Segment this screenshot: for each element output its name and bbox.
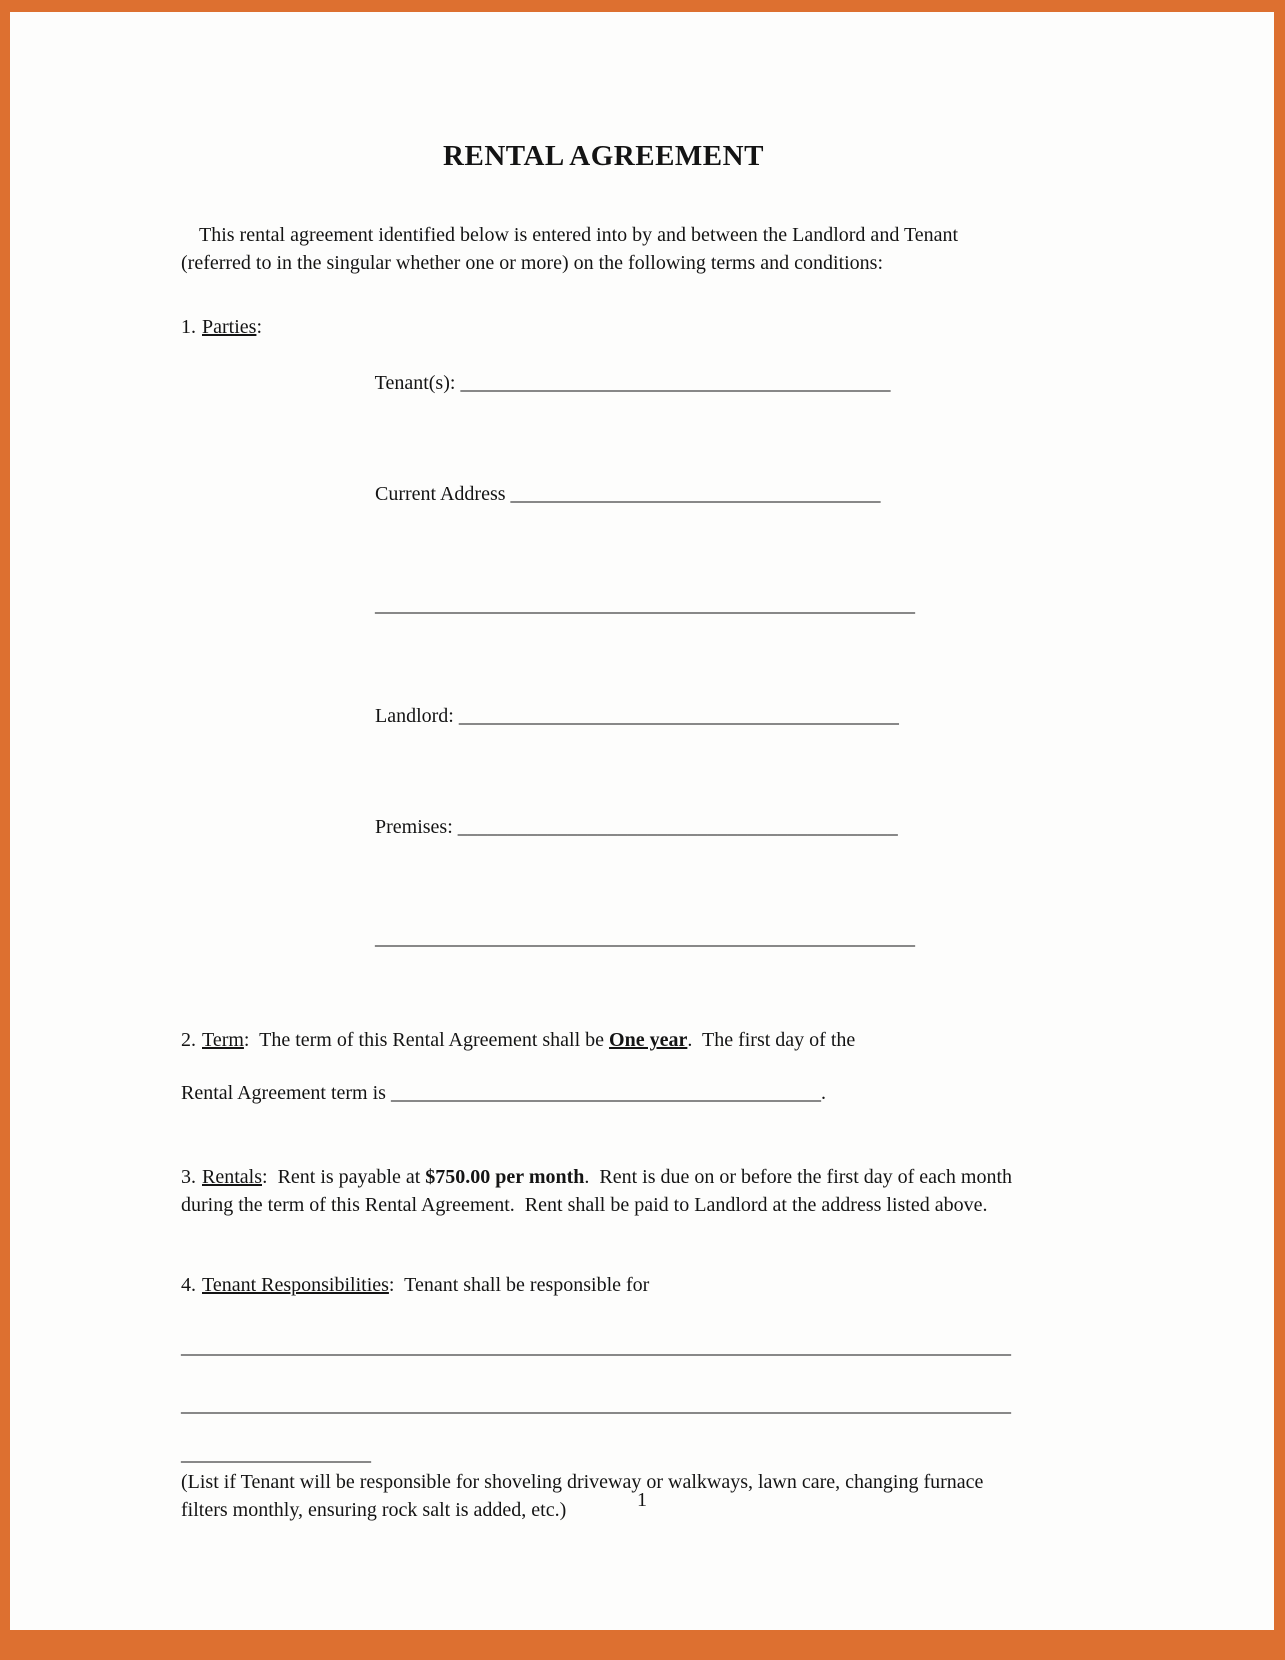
page-number: 1 [637, 1489, 647, 1511]
section-4-label: Tenant Responsibilities [202, 1274, 389, 1296]
field-label-landlord: Landlord: [375, 705, 459, 727]
section-2-line-2 [181, 1079, 1026, 1107]
section-3-paragraph [181, 1163, 1026, 1219]
blank-line-responsibilities-1: ___________________________________________________________________________________ [181, 1336, 1011, 1358]
field-label-premises: Premises: [375, 816, 458, 838]
field-row-current-address [181, 452, 1026, 536]
field-label-tenants: Tenant(s): [374, 372, 461, 394]
section-1-colon: : [256, 316, 262, 338]
rent-amount-value: $750.00 per month [425, 1166, 585, 1188]
section-3-number: 3. [181, 1166, 196, 1188]
section-tenant-responsibilities [181, 1271, 1026, 1524]
blank-line-responsibilities-3: ___________________ [181, 1443, 371, 1465]
section-4-number: 4. [181, 1274, 196, 1296]
blank-line-premises: ____________________________________________ [457, 816, 898, 838]
blank-line-address-continuation: ______________________________________________________ [375, 594, 915, 616]
field-row-premises-continuation [181, 896, 1026, 980]
section-4-colon: : [388, 1274, 395, 1296]
responsibilities-note: (List if Tenant will be responsible for shoveling driveway or walkways, lawn care, changing furnace filters monthly, ensuring rock salt is added, etc.) [181, 1471, 989, 1521]
section-3-text-before: Rent is payable at [267, 1166, 426, 1188]
field-row-landlord [181, 674, 1026, 758]
document-title: RENTAL AGREEMENT [443, 140, 764, 172]
field-row-address-continuation [181, 563, 1026, 647]
section-4-heading [181, 1271, 1026, 1299]
blank-line-term-start: ___________________________________________ [390, 1082, 821, 1104]
section-1-number: 1. [181, 316, 196, 338]
section-2-heading [181, 1026, 1026, 1054]
section-4-text-after: Tenant shall be responsible for [394, 1274, 650, 1296]
section-3-colon: : [262, 1166, 268, 1188]
field-label-current-address: Current Address [375, 483, 511, 505]
term-value: One year [609, 1029, 688, 1051]
blank-line-current-address: _____________________________________ [510, 483, 881, 505]
blank-line-landlord: ____________________________________________ [458, 705, 899, 727]
section-3-text-after: . Rent is due on or before the first day of each month during the term of this Rental Agreement. Rent shall be paid to Landlord at the address listed above. [181, 1166, 1018, 1216]
document-page [10, 12, 1274, 1630]
field-row-tenants [181, 313, 1026, 425]
section-2-text-after: . The first day of the [687, 1029, 856, 1051]
section-2-label: Term [202, 1029, 244, 1051]
intro-paragraph: This rental agreement identified below is entered into by and between the Landlord and Tenant (referred to in the singular whether one or more) on the following terms and conditions: [181, 224, 964, 274]
section-1-label: Parties [202, 316, 257, 338]
section-2-text-before: The term of this Rental Agreement shall be [249, 1029, 610, 1051]
section-2-number: 2. [181, 1029, 196, 1051]
blank-line-premises-continuation: ______________________________________________________ [375, 927, 915, 949]
document-content [10, 12, 1026, 1524]
term-start-label: Rental Agreement term is [181, 1082, 391, 1104]
section-1-heading [181, 313, 262, 341]
blank-line-tenants: ___________________________________________ [460, 372, 891, 394]
section-3-label: Rentals [202, 1166, 262, 1188]
section-parties [181, 313, 1026, 980]
term-start-period: . [820, 1082, 826, 1104]
field-row-premises [181, 785, 1026, 869]
blank-line-responsibilities-2: ___________________________________________________________________________________ [181, 1394, 1011, 1416]
section-term [181, 1026, 1026, 1107]
section-2-colon: : [243, 1029, 250, 1051]
section-rentals [181, 1163, 1026, 1219]
